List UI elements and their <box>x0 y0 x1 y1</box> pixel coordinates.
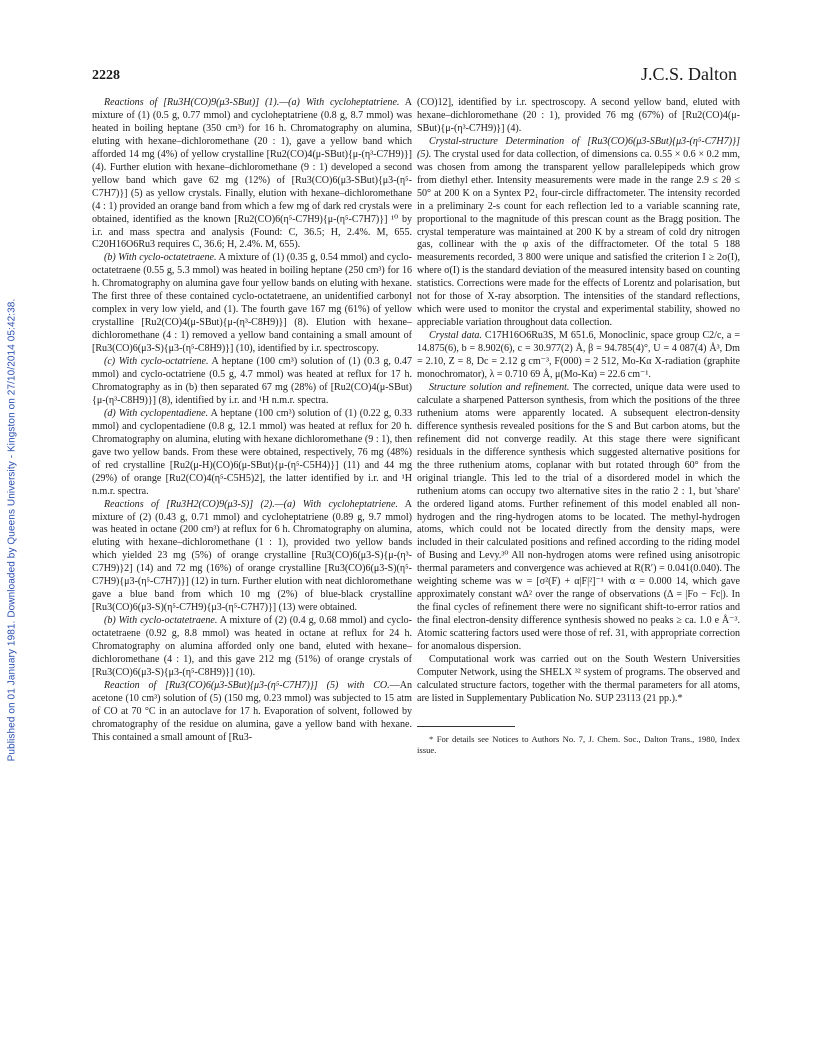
paragraph <box>92 499 412 616</box>
left-column <box>92 97 412 745</box>
paragraph-text: A heptane (100 cm³) solution of (1) (0.22 g, 0.33 mmol) and cyclopentadiene (0.8 g, 12.1 mmol) was heated at reflux for 20 h. Chromatography on alumina, eluting with hexane dichloromethane (9 : 1), then gave two yellow bands. From these were obtained, respectively, 76 mg (48%) of red crystalline [Ru2(μ-H)(CO)6(μ-SBut){μ-(η⁵-C5H4)}] (11) and 44 mg (29%) of orange [Ru2(CO)4(η⁵-C5H5)2], the latter identified by i.r. and ¹H n.m.r. spectra. <box>92 407 412 497</box>
paragraph-text: —An acetone (10 cm³) solution of (5) (150 mg, 0.23 mmol) was subjected to 15 atm of CO at 70 °C in an autoclave for 17 h. Evaporation of solvent, followed by chromatography of the residue on alumina, gave a yellow band with hexane. This contained a small amount of [Ru3- <box>92 679 412 743</box>
paragraph-heading: (d) With cyclopentadiene. <box>104 407 209 419</box>
paragraph <box>92 615 412 680</box>
page-header <box>92 64 737 88</box>
paragraph-text: A mixture of (1) (0.5 g, 0.77 mmol) and cycloheptatriene (0.8 g, 8.7 mmol) was heated in boiling heptane (350 cm³) for 16 h. Chromatography on alumina, eluting with hexane–dichloromethane (20 : 1), gave a yellow band which afforded 14 mg (4%) of yellow crystalline [Ru2(CO)4(μ-SBut){μ-(η³-C7H9)}] (4). Further elution with hexane–dichloromethane (9 : 1) developed a second yellow band which gave 62 mg (12%) of [Ru3(CO)6(μ3-SBut){μ3-(η⁵-C7H7)}] (5) as yellow crystals. Finally, elution with hexane–dichloromethane (4 : 1) provided an orange band from which a few mg of dark red crystals were obtained, identified as the known [Ru2(CO)6(η⁵-C7H9){μ-(η⁵-C7H7)}] ¹⁰ by i.r. and mass spectra and analysis (Found: C, 36.5; H, 2.4%. M, 655. C20H16O6Ru3 requires C, 36.6; H, 2.4%. M, 655). <box>92 97 412 251</box>
footnote-divider <box>417 726 515 727</box>
paragraph-text: The crystal used for data collection, of dimensions ca. 0.55 × 0.6 × 0.2 mm, was chosen from among the transparent yellow parallelepipeds which grow from diethyl ether. Intensity measurements were made in the range 2.9 ≤ 2θ ≤ 50° at 200 K on a Syntex P2₁ four-circle diffractometer. The intensity recorded in a preliminary 2-s count for each reflection led to a variable scanning rate, proportional to the magnitude of this prescan count as the Bragg position. The crystal temperature was maintained at 200 K by a stream of cold dry nitrogen gas, collinear with the φ axis of the diffractometer. Of the total 5 188 measurements recorded, 3 800 were unique and satisfied the criterion I ≥ 2σ(I), where σ(I) is the standard deviation of the measured intensity based on counting statistics. Corrections were made for the effects of Lorentz and polarisation, but not for those of X-ray absorption. The intensities of the standard reflections, which were used to monitor the crystal and experimental stability, showed no appreciable variation throughout data collection. <box>417 148 740 329</box>
paragraph <box>417 382 740 654</box>
paragraph-heading: (b) With cyclo-octatetraene. <box>104 252 217 264</box>
paragraph-heading: Reactions of [Ru3H(CO)9(μ3-SBut)] (1).—(a) With cycloheptatriene. <box>104 97 400 108</box>
paragraph <box>92 252 412 356</box>
paragraph-heading: (b) With cyclo-octatetraene. <box>104 615 218 627</box>
paragraph-heading: Crystal-structure Determination of [Ru3(CO)6(μ3-SBut){μ3-(η⁵-C7H7)}] (5). <box>417 135 740 160</box>
paragraph <box>417 97 740 136</box>
paragraph-heading: Reaction of [Ru3(CO)6(μ3-SBut){μ3-(η⁵-C7H7)}] (5) with CO. <box>104 679 390 691</box>
download-stamp-text: Published on 01 January 1981. Downloaded by Queens University - Kingston on 27/10/2014 05:42:38. <box>6 298 18 762</box>
paragraph <box>417 136 740 330</box>
right-column <box>417 97 740 756</box>
paragraph-heading: Structure solution and refinement. <box>429 381 570 393</box>
paragraph-text: C17H16O6Ru3S, M 651.6, Monoclinic, space group C2/c, a = 14.875(6), b = 8.902(6), c = 30.977(2) Å, β = 94.785(4)°, U = 4 087(4) Å³, Dm = 2.10, Z = 8, Dc = 2.12 g cm⁻³, F(000) = 2 512, Mo-Kα X-radiation (graphite monochromator), λ = 0.710 69 Å, μ(Mo-Kα) = 22.6 cm⁻¹. <box>417 330 740 381</box>
paragraph <box>92 356 412 408</box>
footnote: * For details see Notices to Authors No. 7, J. Chem. Soc., Dalton Trans., 1980, Index issue. <box>417 733 740 755</box>
paragraph-text: A mixture of (2) (0.4 g, 0.68 mmol) and cyclo-octatetraene (0.92 g, 8.8 mmol) was heated in octane at reflux for 24 h. Chromatography on alumina afforded only one band, eluted with hexane–dichloromethane (4 : 1), and this gave 212 mg (51%) of orange crystals of [Ru3(CO)6(μ3-S){μ3-(η⁵-C8H9)}] (10). <box>92 615 412 678</box>
paragraph-text: A mixture of (2) (0.43 g, 0.71 mmol) and cycloheptatriene (0.89 g, 9.7 mmol) was heated in octane (200 cm³) at reflux for 6 h. Chromatography on alumina, eluting with hexane–dichloromethane (1 : 1), provided two yellow bands which yielded 23 mg (5%) of orange crystalline [Ru3(CO)6(μ3-S){μ-(η³-C7H9)}2] (14) and 72 mg (16%) of orange crystalline [Ru3(CO)6(μ3-S)(η⁵-C7H9){μ3-(η⁵-C7H7)}] (12) in turn. Further elution with neat dichloromethane gave a blue band from which 10 mg (2%) of blue-black crystalline [Ru3(CO)6(μ3-S)(η⁵-C7H9){μ3-(η⁵-C7H7)}] (13) were obtained. <box>92 498 412 614</box>
paragraph <box>92 97 412 252</box>
paragraph <box>92 680 412 745</box>
paragraph-text: The corrected, unique data were used to calculate a sharpened Patterson synthesis, from which the positions of the three ruthenium atoms were apparently located. A subsequent electron-density difference synthesis revealed positions for the S and But carbon atoms, but the refinement did not converge readily. At this stage there were significant residuals in the difference synthesis which suggested alternative positions for the three ruthenium atoms, coplanar with but rotated through 60° from the original triangle. This led to the trial of a disordered model in which the ruthenium atoms can occupy two alternative sites in the ratio 2 : 1, but 'share' the ordered ligand atoms. Further refinement of this model enabled all non-hydrogen and the ring-hydrogen atoms to be located. The methyl-hydrogen atoms, which could not be located directly from the density maps, were included in their calculated positions and refined according to the riding model of Busing and Levy.³⁰ All non-hydrogen atoms were refined using anisotropic thermal parameters and convergence was achieved at R(R′) = 0.041(0.040). The weighting scheme was w = [σ²(F) + α|F|²]⁻¹ with α = 0.000 14, which gave approximately constant wΔ² over the range of observations (Δ = |Fo − Fc|). In the final cycles of refinement there were no significant shift-to-error ratios and the final electron-density difference synthesis showed no peaks ≥ ca. 1.0 e Å⁻³. Atomic scattering factors used were those of ref. 31, with appropriate correction for anomalous dispersion. <box>417 381 740 653</box>
paragraph-heading: (c) With cyclo-octatriene. <box>104 356 209 368</box>
paragraph <box>92 408 412 499</box>
paragraph-heading: Reactions of [Ru3H2(CO)9(μ3-S)] (2).—(a) With cycloheptatriene. <box>104 498 398 510</box>
paragraph-text: (CO)12], identified by i.r. spectroscopy. A second yellow band, eluted with hexane–dichloromethane (20 : 1), provided 76 mg (67%) of [Ru2(CO)4(μ-SBut){μ-(η³-C7H9)}] (4). <box>417 97 740 134</box>
paragraph-text: A mixture of (1) (0.35 g, 0.54 mmol) and cyclo-octatetraene (0.55 g, 5.3 mmol) was heated in boiling heptane (250 cm³) for 16 h. Chromatography on alumina gave four yellow bands on eluting with hexane. The first three of these contained cyclo-octatetraene, an unidentified carbonyl complex in very low yield, and (1). The fourth gave 167 mg (61%) of yellow crystalline [Ru2(CO)4(μ-SBut){μ-(η³-C8H9)}] (8). Elution with hexane–dichloromethane (4 : 1) removed a yellow band containing a small amount of [Ru3(CO)6(μ3-S){μ3-(η⁵-C8H9)}] (10), identified by i.r. spectroscopy. <box>92 252 412 355</box>
page-number: 2228 <box>92 68 120 83</box>
paragraph <box>417 330 740 382</box>
download-stamp <box>0 150 24 910</box>
paragraph-heading: Crystal data. <box>429 330 482 342</box>
paragraph-text: A heptane (100 cm³) solution of (1) (0.3 g, 0.47 mmol) and cyclo-octatriene (0.5 g, 4.7 mmol) was heated at reflux for 17 h. Chromatography as in (b) then separated 67 mg (28%) of [Ru2(CO)4(μ-SBut){μ-(η³-C8H9)}] (8), identified by i.r. and ¹H n.m.r. spectra. <box>92 356 412 406</box>
journal-name: J.C.S. Dalton <box>640 64 737 84</box>
paragraph-text: Computational work was carried out on the South Western Universities Computer Network, using the SHELX ³² system of programs. The observed and calculated structure factors, together with the thermal parameters for all atoms, are listed in Supplementary Publication No. SUP 23113 (21 pp.).* <box>417 653 740 704</box>
paragraph <box>417 654 740 706</box>
